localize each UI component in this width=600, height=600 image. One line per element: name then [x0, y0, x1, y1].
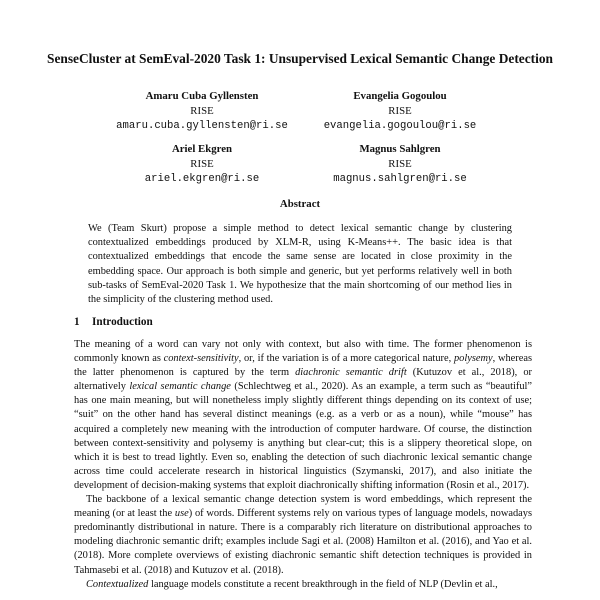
- author-email: evangelia.gogoulou@ri.se: [323, 120, 477, 132]
- section-number: 1: [74, 316, 80, 328]
- italic-term: diachronic semantic drift: [295, 367, 407, 379]
- italic-term: lexical semantic change: [129, 381, 231, 393]
- text-run: The backbone of a lexical semantic change detection system is word embeddings, which represent the meaning (or at least the: [74, 494, 532, 520]
- italic-term: use: [174, 508, 189, 520]
- author-email: magnus.sahlgren@ri.se: [333, 173, 467, 185]
- text-run: (Kutuzov et al., 2018), or alternatively: [74, 367, 532, 393]
- paragraph: [74, 578, 532, 592]
- author-block: [87, 89, 317, 134]
- text-run: (Schlechtweg et al., 2020). As an example, a term such as “beautiful” has one main meaning, but will nonetheless imply slightly different things depending on its context of use; “suit” on the other hand has several distinct meanings (e.g. as a verb or as a noun), while “mouse” has acquired a completely new meaning with the introduction of computer hardware. Of course, the distinction between context-sensitivity and polysemy is anything but clear-cut; this is a slippery theoretical slope, on which it is best to tread lightly. Even so, enabling the detection of such diachronic lexical semantic change across time could accelerate research in historical linguistics (Szymanski, 2017), and also initiate the development of decision-making systems that exploit diachronically shifting information (Rosin et al., 2017).: [74, 381, 533, 491]
- text-run: ) of words. Different systems rely on various types of language models, nowadays predominantly distributional in nature. There is a comparably rich literature on distributional approaches to modeling diachronic semantic drift; examples include Sagi et al. (2008) Hamilton et al. (2016), and Yao et al. (2018). More complete overviews of existing diachronic semantic shift detection techniques is provided in Tahmasebi et al. (2018) and Kutuzov et al. (2018).: [74, 508, 532, 576]
- italic-term: polysemy: [453, 353, 493, 365]
- text-run: The meaning of a word can vary not only with context, but also with time. The former phenomenon is commonly known as: [74, 339, 532, 365]
- author-block: [285, 89, 515, 134]
- author-affiliation: RISE: [388, 158, 412, 170]
- author-name: Amaru Cuba Gyllensten: [145, 90, 259, 102]
- italic-term: Contextualized: [86, 578, 149, 590]
- author-block: [87, 142, 317, 187]
- author-name: Evangelia Gogoulou: [353, 90, 447, 102]
- italic-term: context-sensitivity: [163, 353, 239, 365]
- section-title: Introduction: [92, 316, 153, 328]
- author-email: ariel.ekgren@ri.se: [144, 173, 260, 185]
- author-name: Magnus Sahlgren: [359, 143, 441, 155]
- author-name: Ariel Ekgren: [171, 143, 233, 155]
- author-block: [285, 142, 515, 187]
- abstract-text: We (Team Skurt) propose a simple method to detect lexical semantic change by clustering contextualized embeddings produced by XLM-R, using K-Means++. The basic idea is that contextualized embeddings that encode the same sense are located in close proximity in the embedding space. Our approach is both simple and generic, but yet performs relatively well in both sub-tasks of SemEval-2020 Task 1. We hypothesize that the main shortcoming of our method lies in the simplicity of the clustering method used.: [88, 223, 512, 306]
- text-run: , or, if the variation is of a more categorical nature,: [238, 353, 454, 365]
- paper-title: SenseCluster at SemEval-2020 Task 1: Unsupervised Lexical Semantic Change Detection: [47, 51, 553, 66]
- text-run: , whereas the latter phenomenon is captured by the term: [74, 353, 532, 379]
- author-email: amaru.cuba.gyllensten@ri.se: [116, 120, 288, 132]
- abstract-heading: Abstract: [279, 198, 321, 210]
- author-affiliation: RISE: [190, 158, 214, 170]
- paragraph: [74, 338, 532, 493]
- section-heading: [74, 316, 153, 328]
- author-affiliation: RISE: [388, 105, 412, 117]
- author-affiliation: RISE: [190, 105, 214, 117]
- section-body: [74, 338, 532, 592]
- text-run: language models constitute a recent breakthrough in the field of NLP (Devlin et al.,: [148, 578, 498, 590]
- paragraph: [74, 493, 532, 578]
